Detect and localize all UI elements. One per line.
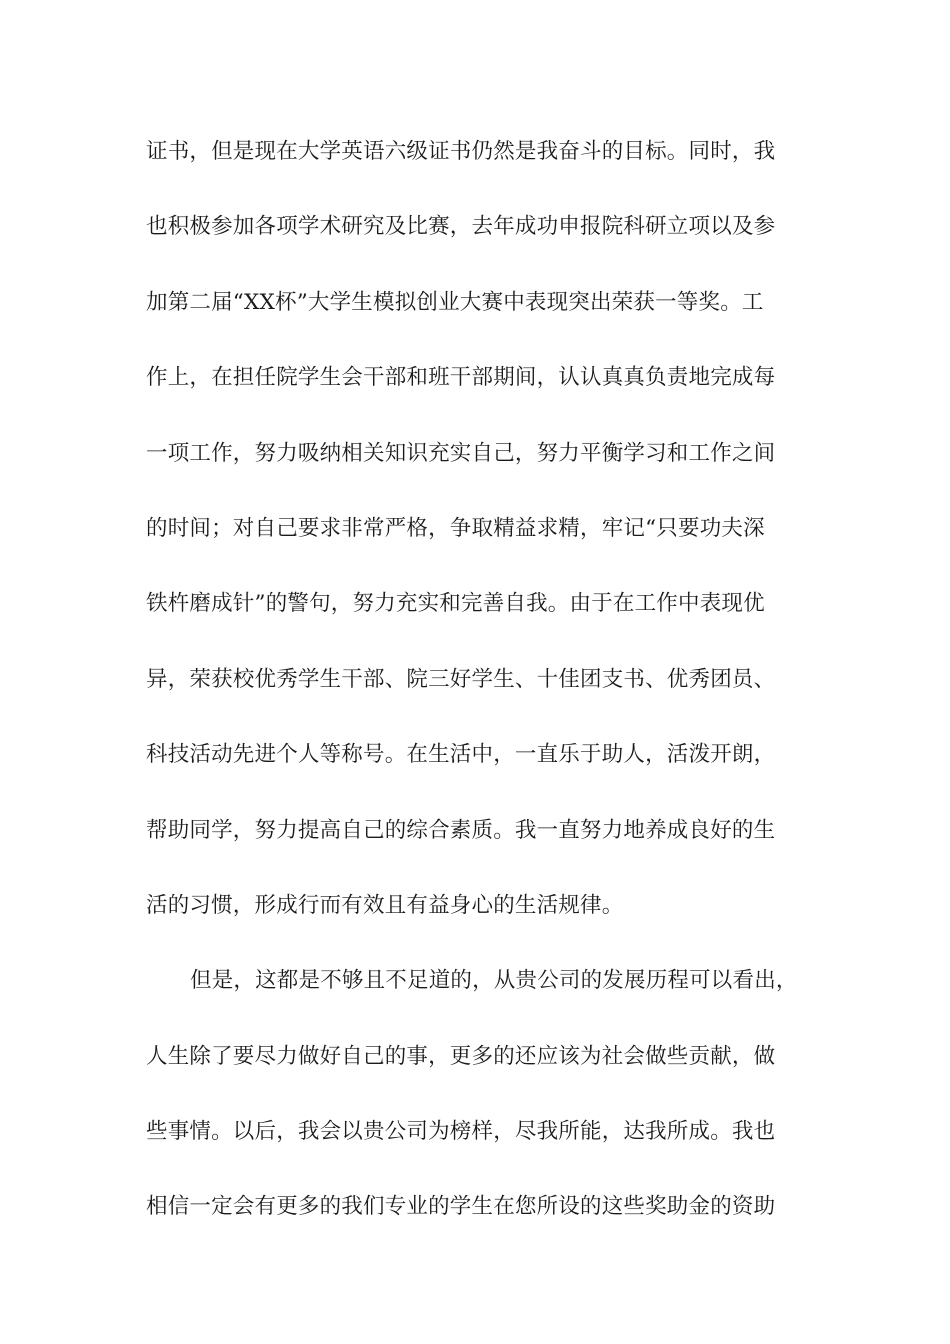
text-line: 些事情。以后，我会以贵公司为榜样，尽我所能，达我所成。我也 — [146, 1119, 776, 1145]
text-line: 一项工作，努力吸纳相关知识充实自己，努力平衡学习和工作之间 — [146, 440, 776, 466]
text-line: 异，荣获校优秀学生干部、院三好学生、十佳团支书、优秀团员、 — [146, 666, 776, 692]
text-line: 的时间；对自己要求非常严格，争取精益求精，牢记“只要功夫深 — [146, 515, 765, 541]
text-line: 加第二届“XX杯”大学生模拟创业大赛中表现突出荣获一等奖。工 — [146, 289, 764, 315]
text-line: 铁杵磨成针”的警句，努力充实和完善自我。由于在工作中表现优 — [146, 591, 765, 617]
paragraph-start-line: 但是，这都是不够且不足道的，从贵公司的发展历程可以看出， — [190, 968, 798, 994]
text-line: 帮助同学，努力提高自己的综合素质。我一直努力地养成良好的生 — [146, 817, 776, 843]
text-line: 证书，但是现在大学英语六级证书仍然是我奋斗的目标。同时，我 — [146, 139, 776, 164]
text-line: 作上，在担任院学生会干部和班干部期间，认认真真负责地完成每 — [146, 365, 776, 391]
document-body — [146, 129, 826, 1260]
text-line: 也积极参加各项学术研究及比赛，去年成功申报院科研立项以及参 — [146, 214, 776, 240]
text-line: 相信一定会有更多的我们专业的学生在您所设的这些奖助金的资助 — [146, 1194, 776, 1220]
text-line: 人生除了要尽力做好自己的事，更多的还应该为社会做些贡献，做 — [146, 1043, 776, 1069]
text-line: 科技活动先进个人等称号。在生活中，一直乐于助人，活泼开朗， — [146, 742, 776, 768]
text-line: 活的习惯，形成行而有效且有益身心的生活规律。 — [146, 892, 624, 918]
